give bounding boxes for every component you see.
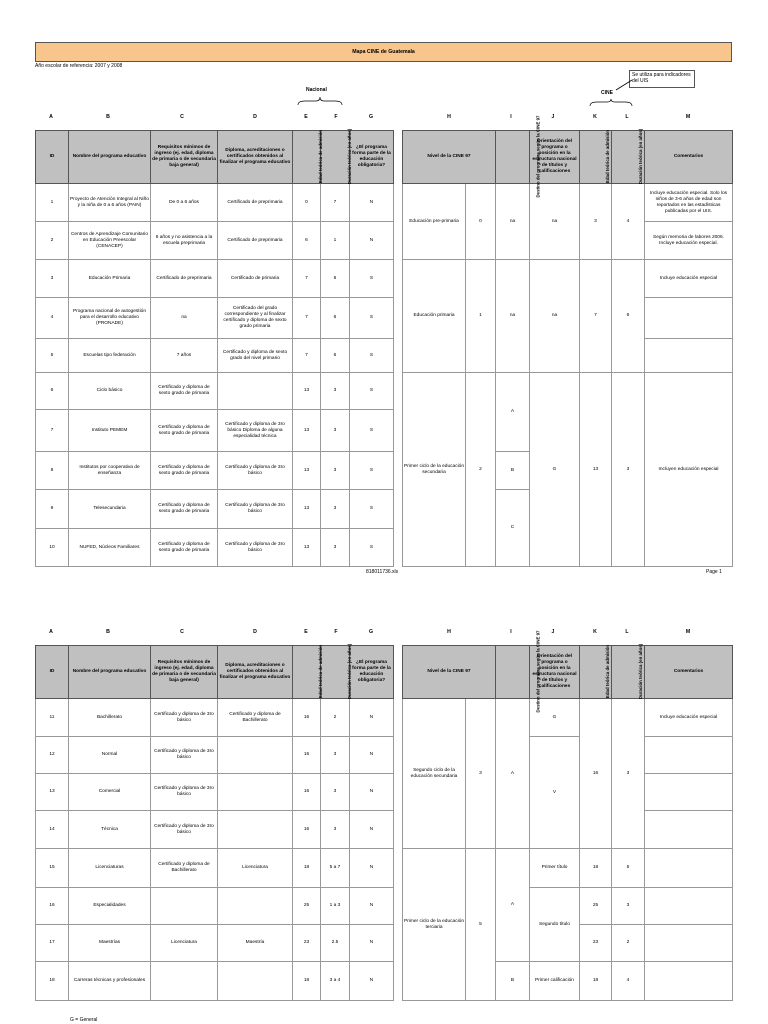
cell-comentario [645, 962, 733, 1001]
cell-edad: 7 [293, 339, 321, 373]
cell-dur: 3 [321, 490, 350, 529]
cine-note-box: Se utiliza para indicadores del UIS [629, 70, 695, 88]
col-letter: B [106, 629, 110, 635]
cell-dur: 3 [612, 373, 645, 567]
legend-general: G = General [70, 1017, 98, 1023]
cell-nombre: Programa nacional de autogestión para el desarrollo educativo (PRONADE) [69, 298, 151, 339]
header-orientacion: Orientación del programa o posición en la estructura nacional de títulos y calificaciones [530, 646, 580, 699]
cell-req [151, 888, 218, 925]
col-letter: C [180, 629, 184, 635]
col-letter: K [593, 114, 597, 120]
table-row [36, 811, 394, 849]
cell-comentario: Incluye educación especial [645, 699, 733, 737]
cell-id: 8 [36, 452, 69, 490]
cell-comentario [645, 298, 733, 339]
cell-dip [218, 962, 293, 1001]
cell-req: Certificado y diploma de sexto grado de primaria [151, 490, 218, 529]
cell-dip: Certificado del grado correspondiente y al finalizar certificado y diploma de sexto grado primaria [218, 298, 293, 339]
header-duracion-cine: Duración teórica (en años) [612, 131, 645, 184]
cell-destino: B [496, 962, 530, 1001]
cell-obl: N [350, 699, 394, 737]
cell-id: 17 [36, 925, 69, 962]
cell-obl: N [350, 962, 394, 1001]
cell-edad: 13 [293, 490, 321, 529]
cell-dip [218, 737, 293, 774]
table-row [36, 410, 394, 452]
cell-req: Certificado y diploma de sexto grado de primaria [151, 452, 218, 490]
cell-orientacion: V [530, 737, 580, 849]
cell-nombre: Ciclo básico [69, 373, 151, 410]
header-duracion-cine: Duración teórica (en años) [612, 646, 645, 699]
cell-edad: 13 [580, 373, 612, 567]
cell-nivel-code: 3 [466, 699, 496, 849]
table-row [36, 184, 394, 222]
cell-dip: Certificado y diploma de Bachillerato [218, 699, 293, 737]
cell-req: Certificado y diploma de Bachillerato [151, 849, 218, 888]
table-row [36, 849, 394, 888]
column-letters-row [0, 114, 768, 122]
col-letter: K [593, 629, 597, 635]
column-letters-row [0, 629, 768, 637]
cell-dip: Certificado y diploma de 3ro básico [218, 529, 293, 567]
table-row [36, 962, 394, 1001]
cell-id: 16 [36, 888, 69, 925]
cine-mapping-table-1 [402, 115, 733, 567]
header-nombre: Nombre del programa educativo [69, 131, 151, 184]
cell-obl: S [350, 298, 394, 339]
cell-req: Certificado y diploma de 3ro básico [151, 811, 218, 849]
national-programs-table-2 [35, 645, 394, 1001]
col-letter: G [368, 629, 374, 635]
cell-dip [218, 774, 293, 811]
cell-req: na [151, 298, 218, 339]
cell-dur: 3 [612, 699, 645, 849]
header-id: ID [36, 646, 69, 699]
table-row [403, 373, 733, 410]
cell-obl: N [350, 184, 394, 222]
cell-edad: 13 [293, 410, 321, 452]
cell-edad: 7 [293, 298, 321, 339]
table-row [36, 529, 394, 567]
cell-edad: 13 [293, 452, 321, 490]
col-letter: B [106, 114, 110, 120]
cell-nombre: Instituto PEMEM [69, 410, 151, 452]
cell-nivel: Primer ciclo de la educación terciaria [403, 849, 466, 1001]
cell-comentario: Incluye educación especial. Solo los niños de 3-6 años de edad son reportados en las estadísticas publicadas por el UIS. [645, 184, 733, 222]
cell-edad: 6 [293, 222, 321, 260]
cell-obl: N [350, 849, 394, 888]
page-title: Mapa CINE de Guatemala [35, 42, 732, 62]
cell-id: 12 [36, 737, 69, 774]
cell-dip: Certificado y diploma de 3ro básico [218, 490, 293, 529]
cell-destino: C [496, 490, 530, 567]
cell-nivel-code: 1 [466, 260, 496, 373]
cell-nombre: Comercial [69, 774, 151, 811]
cell-dip [218, 888, 293, 925]
cell-dip [218, 373, 293, 410]
cell-obl: S [350, 529, 394, 567]
cell-edad: 16 [293, 737, 321, 774]
cell-dur: 2.5 [321, 925, 350, 962]
cell-dur: 3 [321, 529, 350, 567]
cell-id: 3 [36, 260, 69, 298]
header-nombre: Nombre del programa educativo [69, 646, 151, 699]
col-letter: D [253, 629, 257, 635]
cell-id: 15 [36, 849, 69, 888]
cell-edad: 18 [580, 849, 612, 888]
cell-comentario [645, 737, 733, 774]
cell-orientacion: Segundo título [530, 888, 580, 962]
table-row [36, 373, 394, 410]
cell-obl: N [350, 222, 394, 260]
cell-edad: 7 [580, 260, 612, 373]
table-row [36, 490, 394, 529]
header-requisitos: Requisitos mínimos de ingreso (ej. edad, diploma de primaria o de secundaria baja general) [151, 646, 218, 699]
header-diploma: Diploma, acreditaciones o certificados obtenidos al finalizar el programa educativo [218, 646, 293, 699]
cell-req: Certificado y diploma de 3ro básico [151, 774, 218, 811]
cell-req: 7 años [151, 339, 218, 373]
cell-edad: 0 [293, 184, 321, 222]
col-letter: F [334, 629, 338, 635]
col-letter: C [180, 114, 184, 120]
cell-destino: A [496, 849, 530, 962]
cell-req: Certificado y diploma de 3ro básico [151, 737, 218, 774]
cell-obl: S [350, 373, 394, 410]
nacional-label: Nacional [306, 87, 327, 93]
col-letter: I [510, 629, 512, 635]
cell-destino: B [496, 452, 530, 490]
header-nivel: Nivel de la CINE 97 [403, 646, 496, 699]
table-row [403, 699, 733, 737]
cell-id: 13 [36, 774, 69, 811]
cell-dur: 3 a 4 [321, 962, 350, 1001]
cell-id: 4 [36, 298, 69, 339]
footer-page-number: Page 1 [706, 569, 722, 575]
cell-dur: 1 [321, 222, 350, 260]
cell-nombre: Telesecundaria [69, 490, 151, 529]
cell-edad: 7 [293, 260, 321, 298]
footer-filename: 818011736.xls [366, 569, 399, 575]
cell-nombre: Maestrías [69, 925, 151, 962]
cell-nombre: NUFED, Núcleos Familiares [69, 529, 151, 567]
cell-id: 18 [36, 962, 69, 1001]
cell-dur: 3 [321, 410, 350, 452]
cell-req: Certificado y diploma de sexto grado de primaria [151, 373, 218, 410]
cell-nivel-code: 2 [466, 373, 496, 567]
cell-dur: 6 [612, 260, 645, 373]
header-destino: Destino del programa según la CINE 97 [496, 646, 530, 699]
cell-id: 5 [36, 339, 69, 373]
cell-orientacion: Primer título [530, 849, 580, 888]
table-row [36, 774, 394, 811]
cell-nombre: Centros de Aprendizaje Comunitario en Educación Preescolar (CENACEP) [69, 222, 151, 260]
cell-req: Certificado y diploma de 3ro básico [151, 699, 218, 737]
cell-comentario [645, 339, 733, 373]
cell-edad: 16 [293, 774, 321, 811]
cell-nombre: Licenciaturas [69, 849, 151, 888]
cine-brace-icon [589, 99, 633, 107]
cell-req: Certificado de preprimaria [151, 260, 218, 298]
cell-nivel: Segundo ciclo de la educación secundaria [403, 699, 466, 849]
cell-dip: Licenciatura [218, 849, 293, 888]
cell-comentario: Según memoria de labores 2006. Incluye educación especial. [645, 222, 733, 260]
col-letter: D [253, 114, 257, 120]
table-row [403, 849, 733, 888]
cell-dip: Certificado de preprimaria [218, 184, 293, 222]
cell-comentario: Incluye educación especial [645, 260, 733, 298]
cell-req [151, 962, 218, 1001]
table-row [36, 737, 394, 774]
header-obligatorio: ¿El programa forma parte de la educación obligatoria? [350, 131, 394, 184]
cell-id: 6 [36, 373, 69, 410]
cell-orientacion: G [530, 373, 580, 567]
table-row [36, 260, 394, 298]
cell-dur: 3 [321, 737, 350, 774]
cell-nombre: Educación Primaria [69, 260, 151, 298]
cell-nivel: Primer ciclo de la educación secundaria [403, 373, 466, 567]
cell-dur: 3 [321, 774, 350, 811]
cell-comentario [645, 888, 733, 925]
cell-req: Certificado y diploma de sexto grado de primaria [151, 410, 218, 452]
cell-dur: 6 [321, 260, 350, 298]
col-letter: M [685, 629, 691, 635]
col-letter: G [368, 114, 374, 120]
cine-label: CINE [601, 90, 613, 96]
cell-dur: 4 [612, 962, 645, 1001]
col-letter: F [334, 114, 338, 120]
col-letter: A [49, 629, 53, 635]
cell-orientacion: na [530, 184, 580, 260]
cell-dur: 3 [612, 888, 645, 925]
cell-comentario [645, 811, 733, 849]
col-letter: A [49, 114, 53, 120]
header-nivel: Nivel de la CINE 97 [403, 131, 496, 184]
col-letter: J [551, 114, 555, 120]
cell-id: 1 [36, 184, 69, 222]
cell-dur: 3 [321, 373, 350, 410]
table-row [36, 339, 394, 373]
cell-dur: 2 [612, 925, 645, 962]
cell-nombre: Normal [69, 737, 151, 774]
national-programs-table-1 [35, 130, 394, 567]
header-edad: Edad teórica de admisión [293, 646, 321, 699]
col-letter: E [304, 629, 308, 635]
cell-nombre: Técnica [69, 811, 151, 849]
cell-obl: N [350, 774, 394, 811]
col-letter: M [685, 114, 691, 120]
cell-dip: Certificado y diploma de sexto grado del nivel primario [218, 339, 293, 373]
header-edad-cine: Edad teórica de admisión [580, 646, 612, 699]
cell-obl: N [350, 811, 394, 849]
cell-req: Licenciatura [151, 925, 218, 962]
header-duracion: Duración teórica (en años) [321, 646, 350, 699]
header-orientacion: Orientación del programa o posición en la estructura nacional de títulos y calificaciones [530, 131, 580, 184]
cell-obl: S [350, 410, 394, 452]
header-obligatorio: ¿El programa forma parte de la educación obligatoria? [350, 646, 394, 699]
header-id: ID [36, 131, 69, 184]
cell-nombre: Bachillerato [69, 699, 151, 737]
col-letter: E [304, 114, 308, 120]
cell-dip: Certificado de preprimaria [218, 222, 293, 260]
cell-nivel-code: 5 [466, 849, 496, 1001]
table-row [36, 925, 394, 962]
cell-dip: Certificado de primaria [218, 260, 293, 298]
cell-edad: 25 [293, 888, 321, 925]
cell-nombre: Institutos por cooperativa de enseñanza [69, 452, 151, 490]
cell-nivel: Educación pre-primaria [403, 184, 466, 260]
header-comentarios: Comentarios [645, 646, 733, 699]
cell-edad: 18 [580, 962, 612, 1001]
cell-dur: 7 [321, 184, 350, 222]
header-edad-cine: Edad teórica de admisión [580, 131, 612, 184]
cell-destino: na [496, 184, 530, 260]
cell-edad: 13 [293, 373, 321, 410]
cell-req: Certificado y diploma de sexto grado de primaria [151, 529, 218, 567]
cell-dur: 3 [321, 452, 350, 490]
table-row [36, 888, 394, 925]
cell-dur: 2 [321, 699, 350, 737]
header-destino: Destino del programa según la CINE 97 [496, 131, 530, 184]
cell-nivel: Educación primaria [403, 260, 466, 373]
cell-dur: 1 a 3 [321, 888, 350, 925]
cell-orientacion: na [530, 260, 580, 373]
cell-dur: 5 a 7 [321, 849, 350, 888]
col-letter: L [625, 629, 629, 635]
cell-destino: A [496, 699, 530, 849]
cell-obl: S [350, 452, 394, 490]
cell-edad: 16 [293, 699, 321, 737]
nacional-brace-icon [297, 97, 343, 106]
cell-id: 10 [36, 529, 69, 567]
cell-edad: 3 [580, 184, 612, 260]
cell-id: 7 [36, 410, 69, 452]
cell-dur: 6 [321, 339, 350, 373]
table-row [36, 699, 394, 737]
cine-arrow-icon [612, 78, 634, 92]
cell-edad: 13 [293, 529, 321, 567]
cell-obl: N [350, 737, 394, 774]
cell-dip: Certificado y diploma de 3ro básico [218, 452, 293, 490]
cell-obl: S [350, 490, 394, 529]
col-letter: J [551, 629, 555, 635]
cell-obl: N [350, 888, 394, 925]
cell-orientacion: Primer calificación [530, 962, 580, 1001]
cell-nombre: Especialidades [69, 888, 151, 925]
cell-req: De 0 a 6 años [151, 184, 218, 222]
header-duracion: Duración teórica (en años) [321, 131, 350, 184]
header-requisitos: Requisitos mínimos de ingreso (ej. edad, diploma de primaria o de secundaria baja general) [151, 131, 218, 184]
cell-nombre: Escuelas tipo federación [69, 339, 151, 373]
header-comentarios: Comentarios [645, 131, 733, 184]
cell-comentario [645, 925, 733, 962]
table-row [403, 260, 733, 298]
table-row [36, 222, 394, 260]
cell-orientacion: G [530, 699, 580, 737]
cell-dip: Certificado y diploma de 3ro básico Diploma de alguna especialidad técnica [218, 410, 293, 452]
cell-edad: 25 [580, 888, 612, 925]
cell-req: 6 años y no asistencia a la escuela preprimaria [151, 222, 218, 260]
cell-edad: 23 [293, 925, 321, 962]
cell-nombre: Carreras técnicas y profesionales [69, 962, 151, 1001]
cell-id: 11 [36, 699, 69, 737]
cell-edad: 18 [293, 849, 321, 888]
cell-dur: 4 [612, 184, 645, 260]
cell-dur: 5 [612, 849, 645, 888]
cell-edad: 23 [580, 925, 612, 962]
col-letter: H [447, 629, 451, 635]
cell-obl: S [350, 260, 394, 298]
cell-edad: 18 [293, 962, 321, 1001]
cine-mapping-table-2 [402, 630, 733, 1001]
table-row [36, 452, 394, 490]
cell-comentario [645, 774, 733, 811]
reference-year: Año escolar de referencia: 2007 y 2008 [35, 63, 123, 69]
header-edad: Edad teórica de admisión [293, 131, 321, 184]
header-diploma: Diploma, acreditaciones o certificados obtenidos al finalizar el programa educativo [218, 131, 293, 184]
table-row [403, 184, 733, 222]
cell-dur: 6 [321, 298, 350, 339]
cell-comentario: Incluyen educación especial [645, 373, 733, 567]
cell-dur: 3 [321, 811, 350, 849]
cell-edad: 16 [293, 811, 321, 849]
col-letter: L [625, 114, 629, 120]
cell-obl: S [350, 339, 394, 373]
col-letter: H [447, 114, 451, 120]
col-letter: I [510, 114, 512, 120]
cell-id: 2 [36, 222, 69, 260]
cell-id: 9 [36, 490, 69, 529]
cell-comentario [645, 849, 733, 888]
cell-id: 14 [36, 811, 69, 849]
cell-nivel-code: 0 [466, 184, 496, 260]
cell-destino: A [496, 373, 530, 452]
cell-dip [218, 811, 293, 849]
cell-destino: na [496, 260, 530, 373]
table-row [36, 298, 394, 339]
cell-nombre: Proyecto de Atención Integral al Niño y la niña de 0 a 6 años (PAIN) [69, 184, 151, 222]
cell-dip: Maestría [218, 925, 293, 962]
cell-obl: N [350, 925, 394, 962]
cell-edad: 16 [580, 699, 612, 849]
